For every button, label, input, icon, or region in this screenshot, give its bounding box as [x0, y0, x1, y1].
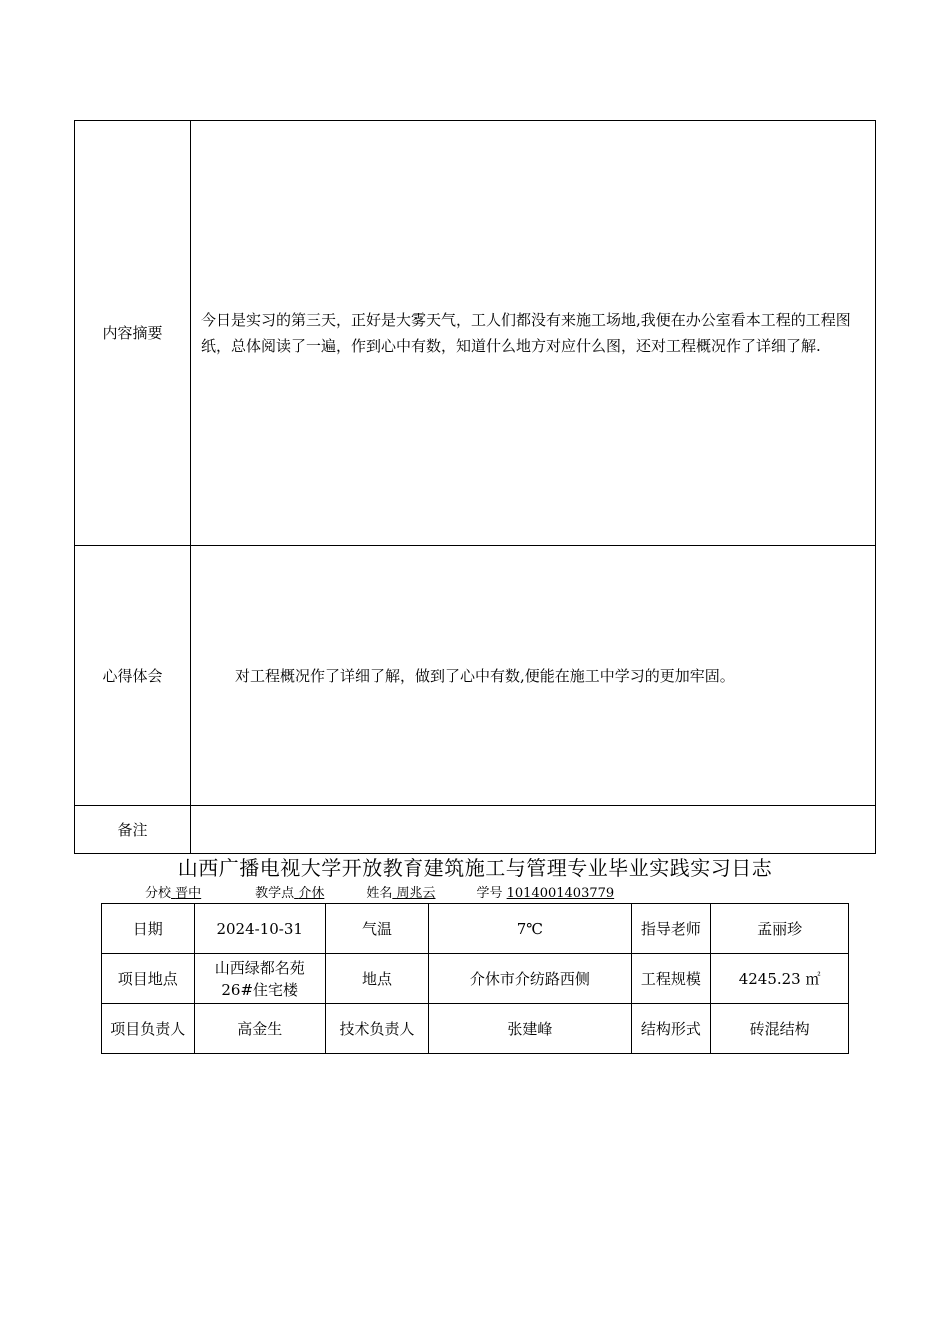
notes-row	[75, 805, 876, 853]
student-info-line	[145, 882, 614, 901]
tech-value: 张建峰	[429, 1004, 631, 1054]
feelings-text: 对工程概况作了详细了解，做到了心中有数,便能在施工中学习的更加牢固。	[235, 666, 735, 685]
document-title: 山西广播电视大学开放教育建筑施工与管理专业毕业实践实习日志	[177, 856, 773, 880]
project-site-label: 项目地点	[102, 954, 195, 1004]
project-site-value-line-1: 山西绿都名苑	[214, 958, 305, 977]
id-value: 1014001403779	[506, 886, 615, 901]
notes-label: 备注	[75, 805, 191, 853]
meta-row-3	[102, 1004, 849, 1054]
scale-label: 工程规模	[631, 954, 711, 1004]
location-label: 地点	[325, 954, 428, 1004]
manager-label: 项目负责人	[102, 1004, 195, 1054]
teacher-value: 孟丽珍	[711, 904, 849, 954]
name-label: 姓名	[366, 886, 393, 901]
summary-text: 今日是实习的第三天，正好是大雾天气，工人们都没有来施工场地,我便在办公室看本工程的工程图纸，总体阅读了一遍，作到心中有数，知道什么地方对应什么图，还对工程概况作了详细了解.	[201, 310, 851, 355]
notes-cell	[191, 805, 876, 853]
summary-cell	[191, 121, 876, 546]
date-value: 2024-10-31	[194, 904, 325, 954]
temp-label: 气温	[325, 904, 428, 954]
date-label: 日期	[102, 904, 195, 954]
temp-value: 7℃	[429, 904, 631, 954]
feelings-label: 心得体会	[75, 545, 191, 805]
project-info-table	[101, 903, 849, 1054]
id-label: 学号	[476, 886, 503, 901]
structure-label: 结构形式	[631, 1004, 711, 1054]
project-site-value	[194, 954, 325, 1004]
project-site-value-line-2: 26#住宅楼	[221, 980, 299, 999]
location-value: 介休市介纺路西侧	[429, 954, 631, 1004]
branch-value: 晋中	[175, 886, 202, 901]
name-value: 周兆云	[396, 886, 436, 901]
branch-field	[145, 886, 223, 901]
summary-row	[75, 121, 876, 546]
teacher-label: 指导老师	[631, 904, 711, 954]
branch-label: 分校	[145, 886, 172, 901]
site-label: 教学点	[255, 886, 295, 901]
meta-row-1	[102, 904, 849, 954]
tech-label: 技术负责人	[325, 1004, 428, 1054]
summary-label: 内容摘要	[75, 121, 191, 546]
manager-value: 高金生	[194, 1004, 325, 1054]
daily-log-table	[74, 120, 876, 854]
id-field	[476, 886, 614, 901]
site-field	[255, 886, 334, 901]
feelings-row	[75, 545, 876, 805]
feelings-cell	[191, 545, 876, 805]
meta-row-2	[102, 954, 849, 1004]
scale-value: 4245.23 ㎡	[711, 954, 849, 1004]
structure-value: 砖混结构	[711, 1004, 849, 1054]
name-field	[366, 886, 444, 901]
site-value: 介休	[298, 886, 325, 901]
